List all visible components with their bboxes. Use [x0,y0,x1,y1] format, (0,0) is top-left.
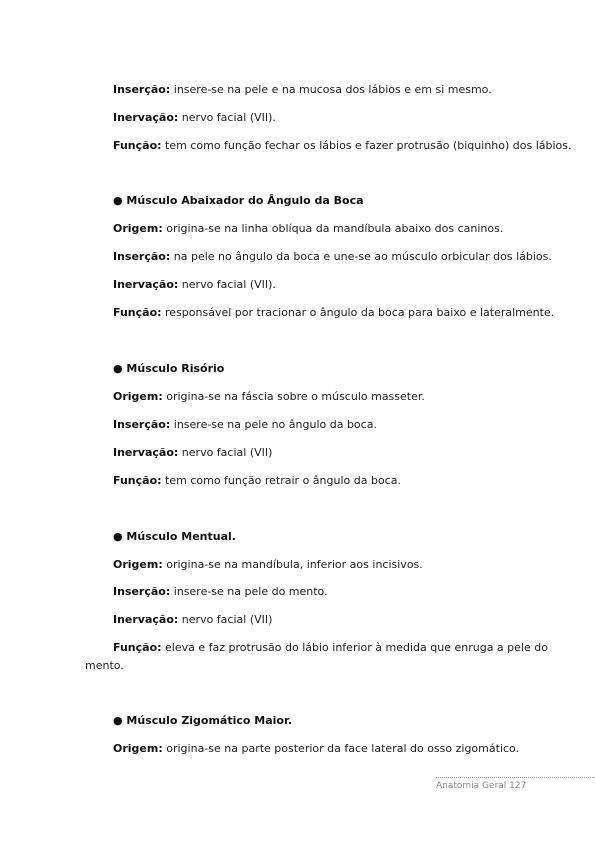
field-label: Função: [113,474,162,487]
field-label: Função: [113,641,162,654]
funcao-line-4-continuation: mento. [85,659,124,672]
field-label: Inserção: [113,418,171,431]
field-value: origina-se na parte posterior da face lateral do osso zigomático. [162,742,520,755]
footer-divider [436,777,595,778]
field-value: nervo facial (VII) [178,613,273,626]
field-value: eleva e faz protrusão do lábio inferior à medida que enruga a pele do [161,641,548,654]
field-label: Inserção: [113,585,171,598]
field-value: responsável por tracionar o ângulo da boca para baixo e lateralmente. [161,306,555,319]
field-value: insere-se na pele do mento. [170,585,328,598]
inervacao-line-1 [113,111,276,125]
funcao-line-1 [113,139,572,153]
section-heading: ● Músculo Mentual. [113,530,236,543]
field-value: nervo facial (VII). [178,278,276,291]
funcao-line-4 [113,641,548,655]
section-heading: ● Músculo Zigomático Maior. [113,714,292,727]
origem-line-2 [113,222,503,236]
section-heading: ● Músculo Risório [113,362,225,375]
field-value: tem como função retrair o ângulo da boca. [161,474,401,487]
field-label: Inserção: [113,83,171,96]
origem-line-4 [113,558,423,572]
inervacao-line-2 [113,278,276,292]
field-label: Inervação: [113,613,179,626]
field-value: insere-se na pele e na mucosa dos lábios e em si mesmo. [170,83,492,96]
field-label: Inervação: [113,278,179,291]
field-value: origina-se na fáscia sobre o músculo masseter. [162,390,425,403]
field-value: na pele no ângulo da boca e une-se ao músculo orbicular dos lábios. [170,250,552,263]
origem-line-5 [113,742,519,756]
inervacao-line-3 [113,446,272,460]
field-label: Inserção: [113,250,171,263]
field-label: Origem: [113,742,163,755]
field-value: tem como função fechar os lábios e fazer protrusão (biquinho) dos lábios. [161,139,572,152]
field-value: origina-se na linha oblíqua da mandíbula abaixo dos caninos. [162,222,504,235]
funcao-line-3 [113,474,401,488]
field-label: Função: [113,306,162,319]
insercao-line-4 [113,585,328,599]
field-label: Inervação: [113,446,179,459]
field-label: Origem: [113,390,163,403]
insercao-line-3 [113,418,377,432]
field-label: Origem: [113,222,163,235]
insercao-line-1 [113,83,492,97]
field-label: Inervação: [113,111,179,124]
insercao-line-2 [113,250,552,264]
field-label: Função: [113,139,162,152]
origem-line-3 [113,390,425,404]
field-value: nervo facial (VII). [178,111,276,124]
section-heading: ● Músculo Abaixador do Ângulo da Boca [113,194,364,207]
funcao-line-2 [113,306,554,320]
field-value: insere-se na pele no ângulo da boca. [170,418,377,431]
field-label: Origem: [113,558,163,571]
page-footer: Anatomia Geral 127 [436,781,527,791]
field-value: origina-se na mandíbula, inferior aos incisivos. [162,558,423,571]
inervacao-line-4 [113,613,272,627]
field-value: nervo facial (VII) [178,446,273,459]
